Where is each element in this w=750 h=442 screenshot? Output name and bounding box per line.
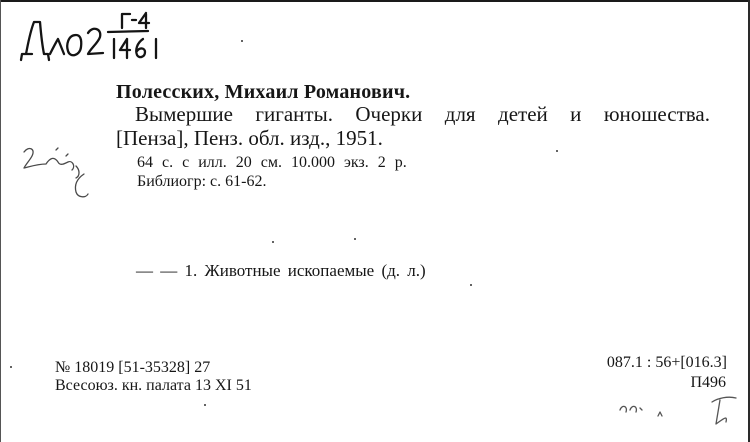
pencil-margin-note: [18, 140, 88, 210]
collation: 64 с. с илл. 20 см. 10.000 экз. 2 р.: [137, 154, 407, 171]
book-chamber-line: Всесоюз. кн. палата 13 XI 51: [55, 377, 252, 394]
ink-speck: [470, 284, 472, 286]
ink-speck: [272, 241, 274, 243]
ink-speck: [10, 366, 12, 368]
bibliography-note: Библиогр: с. 61-62.: [137, 173, 267, 190]
author-mark: П496: [690, 374, 726, 391]
pencil-scribble: [612, 392, 742, 432]
imprint: [Пенза], Пенз. обл. изд., 1951.: [116, 126, 383, 150]
handwritten-shelf-mark: [18, 8, 178, 68]
book-title: Вымершие гиганты. Очерки для детей и юношества.: [135, 102, 710, 126]
ink-speck: [354, 238, 356, 240]
card-top-edge: [0, 0, 750, 2]
ink-speck: [204, 404, 206, 406]
card-left-edge: [0, 0, 1, 442]
classification-index: 087.1 : 56+[016.3]: [606, 354, 727, 371]
card-number: № 18019 [51-35328] 27: [55, 359, 211, 376]
author-heading: Полесских, Михаил Романович.: [116, 81, 411, 103]
ink-speck: [241, 40, 243, 42]
ink-speck: [556, 150, 558, 152]
subject-tracing: — — 1. Животные ископаемые (д. л.): [136, 261, 426, 280]
